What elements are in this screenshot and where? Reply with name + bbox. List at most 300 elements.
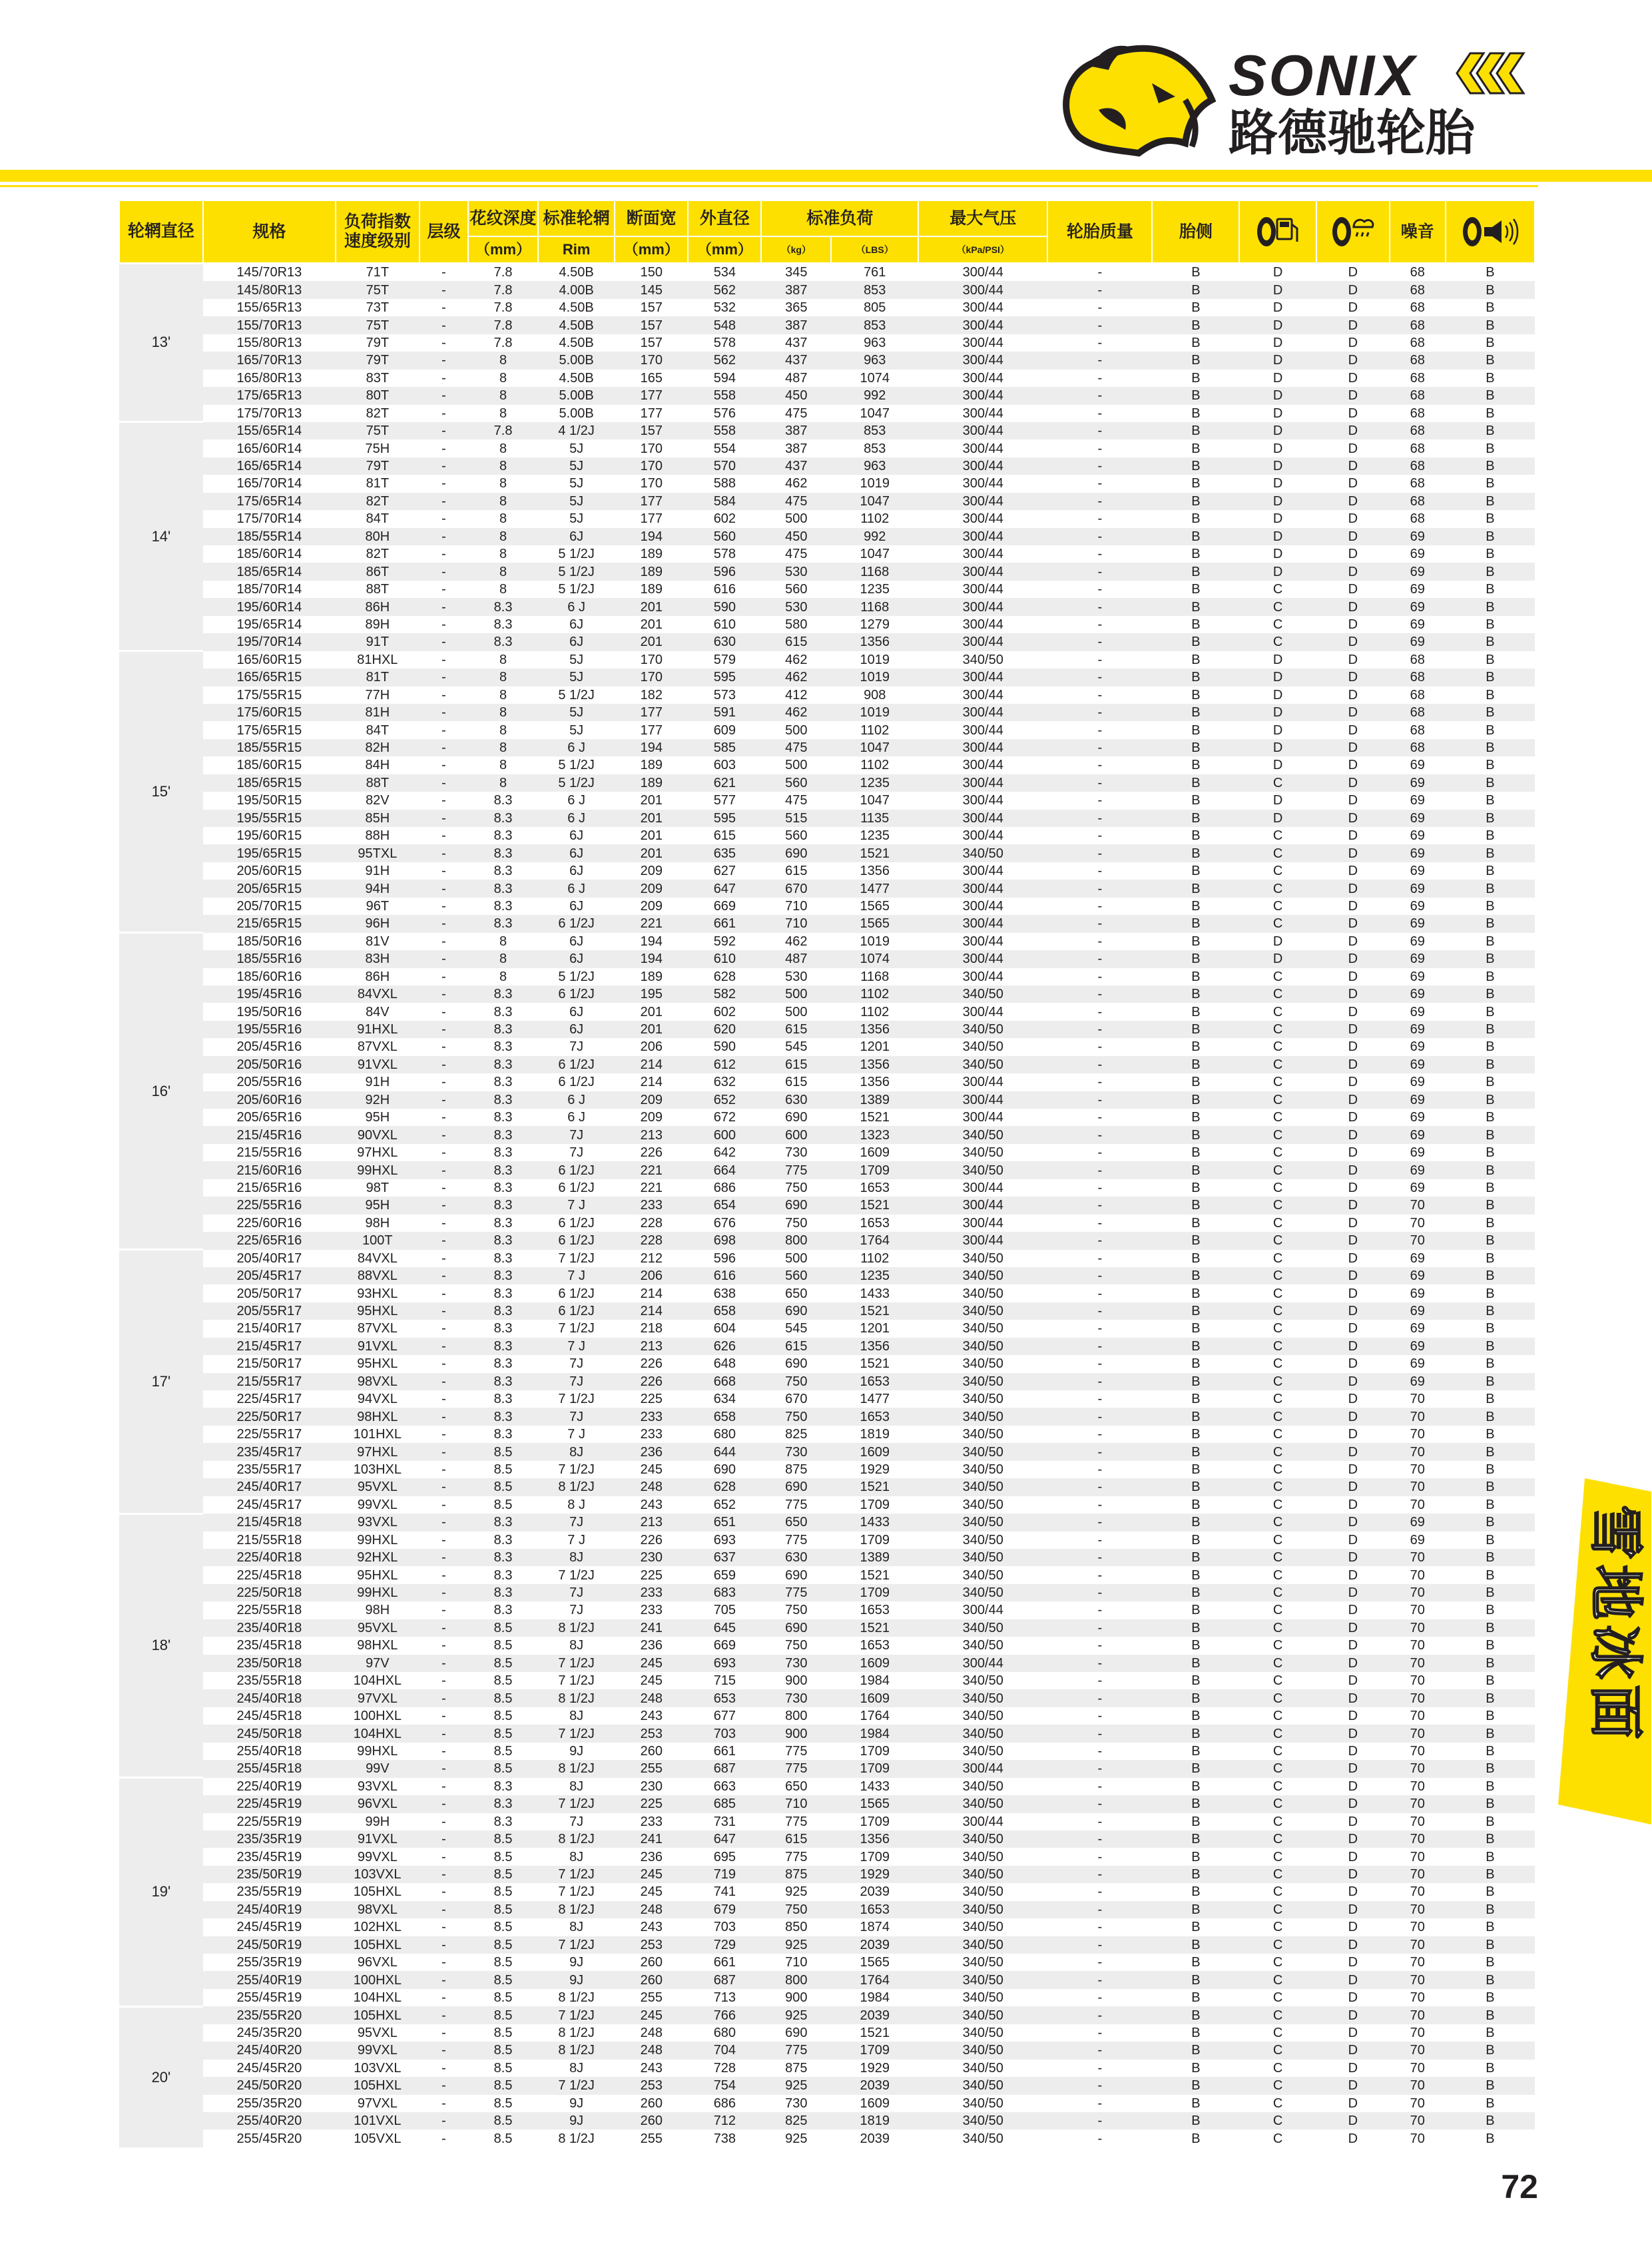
cell-tread-depth: 8.5 (468, 2112, 538, 2129)
cell-ply: - (419, 1655, 468, 1672)
cell-load-lbs: 1235 (831, 827, 918, 844)
cell-load-kg: 730 (761, 1144, 831, 1161)
cell-ply: - (419, 704, 468, 721)
cell-size: 185/65R14 (203, 563, 336, 580)
cell-rim: 6J (538, 1021, 615, 1038)
cell-tire-quality: - (1047, 1778, 1152, 1795)
cell-rim: 8J (538, 1443, 615, 1460)
cell-wet-class: D (1316, 1267, 1390, 1284)
cell-max-pressure: 340/50 (918, 1390, 1047, 1408)
cell-size: 205/65R16 (203, 1109, 336, 1126)
cell-load-kg: 850 (761, 1918, 831, 1936)
cell-fuel-class: D (1239, 387, 1316, 404)
cell-size: 215/45R16 (203, 1126, 336, 1143)
cell-load-kg: 775 (761, 1813, 831, 1830)
cell-size: 215/55R17 (203, 1373, 336, 1390)
cell-ply: - (419, 774, 468, 792)
cell-load-kg: 560 (761, 1267, 831, 1284)
table-row (119, 387, 1535, 404)
cell-overall-diameter: 713 (688, 1989, 761, 2006)
cell-load-speed: 82T (336, 493, 419, 510)
cell-tire-quality: - (1047, 1883, 1152, 1900)
cell-tire-quality: - (1047, 1496, 1152, 1514)
table-row (119, 2095, 1535, 2112)
cell-tire-quality: - (1047, 756, 1152, 774)
cell-load-lbs: 1929 (831, 1461, 918, 1478)
cell-load-speed: 97HXL (336, 1144, 419, 1161)
cell-section-width: 221 (615, 915, 688, 932)
cell-load-kg: 900 (761, 1725, 831, 1742)
cell-fuel-class: C (1239, 1936, 1316, 1954)
cell-load-speed: 77H (336, 687, 419, 704)
cell-section-width: 260 (615, 2095, 688, 2112)
cell-wet-class: D (1316, 1302, 1390, 1320)
cell-wet-class: D (1316, 1954, 1390, 1971)
cell-fuel-class: C (1239, 1918, 1316, 1936)
cell-load-lbs: 1047 (831, 739, 918, 756)
cell-ply: - (419, 1232, 468, 1249)
cell-noise-class: B (1446, 933, 1535, 950)
cell-section-width: 248 (615, 2042, 688, 2059)
cell-section-width: 209 (615, 1109, 688, 1126)
table-row (119, 1320, 1535, 1337)
cell-wet-class: D (1316, 1584, 1390, 1601)
cell-tire-quality: - (1047, 545, 1152, 563)
cell-wet-class: D (1316, 1760, 1390, 1777)
cell-ply: - (419, 1408, 468, 1425)
cell-tread-depth: 8.5 (468, 1830, 538, 1848)
cell-max-pressure: 300/44 (918, 510, 1047, 527)
cell-load-speed: 99V (336, 1760, 419, 1777)
cell-load-kg: 710 (761, 1954, 831, 1971)
cell-load-speed: 105HXL (336, 2006, 419, 2024)
cell-max-pressure: 340/50 (918, 1338, 1047, 1355)
cell-rim: 5 1/2J (538, 545, 615, 563)
cell-wet-class: D (1316, 687, 1390, 704)
cell-noise-db: 68 (1390, 439, 1446, 457)
cell-fuel-class: C (1239, 1760, 1316, 1777)
cell-load-lbs: 2039 (831, 1936, 918, 1954)
cell-overall-diameter: 590 (688, 1038, 761, 1055)
cell-section-width: 177 (615, 493, 688, 510)
cell-tread-depth: 8.3 (468, 1320, 538, 1337)
cell-max-pressure: 340/50 (918, 1056, 1047, 1073)
table-row (119, 439, 1535, 457)
cell-load-speed: 83H (336, 950, 419, 968)
cell-ply: - (419, 2024, 468, 2042)
cell-tread-depth: 8.3 (468, 1267, 538, 1284)
cell-load-kg: 412 (761, 687, 831, 704)
cell-section-width: 206 (615, 1267, 688, 1284)
cell-size: 205/60R16 (203, 1091, 336, 1109)
cell-rim: 8J (538, 1549, 615, 1566)
cell-overall-diameter: 595 (688, 810, 761, 827)
cell-noise-class: B (1446, 1637, 1535, 1654)
cell-fuel-class: C (1239, 1795, 1316, 1813)
cell-load-speed: 99HXL (336, 1743, 419, 1760)
cell-noise-db: 69 (1390, 633, 1446, 651)
cell-ply: - (419, 263, 468, 281)
table-row (119, 2060, 1535, 2077)
cell-tire-quality: - (1047, 1936, 1152, 1954)
cell-max-pressure: 300/44 (918, 774, 1047, 792)
cell-rim: 7 J (538, 1426, 615, 1443)
cell-tread-depth: 8.3 (468, 915, 538, 932)
cell-max-pressure: 340/50 (918, 1954, 1047, 1971)
cell-ply: - (419, 1601, 468, 1619)
cell-load-speed: 98VXL (336, 1373, 419, 1390)
cell-noise-class: B (1446, 1179, 1535, 1197)
cell-noise-db: 69 (1390, 950, 1446, 968)
cell-noise-db: 69 (1390, 827, 1446, 844)
cell-overall-diameter: 582 (688, 985, 761, 1003)
cell-noise-db: 69 (1390, 880, 1446, 897)
cell-noise-class: B (1446, 1390, 1535, 1408)
cell-max-pressure: 300/44 (918, 598, 1047, 615)
cell-load-speed: 91H (336, 862, 419, 880)
table-row (119, 1003, 1535, 1020)
cell-noise-db: 70 (1390, 1813, 1446, 1830)
cell-fuel-class: C (1239, 1601, 1316, 1619)
cell-overall-diameter: 715 (688, 1672, 761, 1689)
cell-sidewall: B (1152, 1672, 1239, 1689)
cell-ply: - (419, 2095, 468, 2112)
cell-overall-diameter: 695 (688, 1848, 761, 1865)
cell-max-pressure: 300/44 (918, 933, 1047, 950)
cell-fuel-class: C (1239, 616, 1316, 633)
cell-max-pressure: 300/44 (918, 810, 1047, 827)
cell-tire-quality: - (1047, 1161, 1152, 1179)
cell-tread-depth: 8.5 (468, 2095, 538, 2112)
cell-ply: - (419, 950, 468, 968)
cell-load-kg: 600 (761, 1126, 831, 1143)
cell-load-kg: 500 (761, 721, 831, 738)
cell-section-width: 201 (615, 810, 688, 827)
cell-overall-diameter: 659 (688, 1566, 761, 1583)
rim-diameter-cell: 17' (119, 1250, 203, 1514)
table-row (119, 1161, 1535, 1179)
cell-load-lbs: 853 (831, 281, 918, 298)
cell-ply: - (419, 1743, 468, 1760)
cell-noise-db: 68 (1390, 299, 1446, 316)
cell-size: 255/35R19 (203, 1954, 336, 1971)
cell-load-lbs: 1521 (831, 1619, 918, 1637)
cell-overall-diameter: 635 (688, 844, 761, 862)
cell-wet-class: D (1316, 792, 1390, 809)
cell-wet-class: D (1316, 352, 1390, 369)
cell-max-pressure: 340/50 (918, 1637, 1047, 1654)
cell-section-width: 245 (615, 1461, 688, 1478)
cell-sidewall: B (1152, 880, 1239, 897)
table-row (119, 334, 1535, 352)
cell-rim: 7J (538, 1601, 615, 1619)
cell-noise-class: B (1446, 862, 1535, 880)
table-row (119, 422, 1535, 439)
cell-fuel-class: C (1239, 1813, 1316, 1830)
cell-sidewall: B (1152, 616, 1239, 633)
cell-max-pressure: 300/44 (918, 387, 1047, 404)
cell-load-speed: 103VXL (336, 1866, 419, 1883)
cell-size: 185/65R15 (203, 774, 336, 792)
cell-noise-db: 70 (1390, 1655, 1446, 1672)
cell-wet-class: D (1316, 2095, 1390, 2112)
cell-size: 235/55R18 (203, 1672, 336, 1689)
cell-section-width: 243 (615, 1918, 688, 1936)
cell-fuel-class: C (1239, 1250, 1316, 1267)
cell-ply: - (419, 1566, 468, 1583)
cell-fuel-class: D (1239, 299, 1316, 316)
cell-fuel-class: C (1239, 2060, 1316, 2077)
cell-size: 205/45R17 (203, 1267, 336, 1284)
cell-noise-class: B (1446, 2060, 1535, 2077)
cell-overall-diameter: 679 (688, 1901, 761, 1918)
cell-size: 245/45R19 (203, 1918, 336, 1936)
cell-ply: - (419, 810, 468, 827)
cell-wet-class: D (1316, 950, 1390, 968)
col-sidewall: 胎侧 (1152, 200, 1239, 263)
cell-sidewall: B (1152, 1320, 1239, 1337)
cell-load-lbs: 1521 (831, 1478, 918, 1496)
cell-sidewall: B (1152, 1830, 1239, 1848)
cell-size: 225/55R16 (203, 1197, 336, 1214)
cell-tread-depth: 8.5 (468, 1848, 538, 1865)
table-row (119, 1830, 1535, 1848)
cell-size: 225/50R18 (203, 1584, 336, 1601)
cell-section-width: 209 (615, 1091, 688, 1109)
cell-noise-db: 68 (1390, 704, 1446, 721)
cell-max-pressure: 300/44 (918, 950, 1047, 968)
cell-tire-quality: - (1047, 1302, 1152, 1320)
cell-overall-diameter: 562 (688, 352, 761, 369)
cell-noise-class: B (1446, 1338, 1535, 1355)
cell-overall-diameter: 677 (688, 1707, 761, 1725)
cell-max-pressure: 340/50 (918, 1743, 1047, 1760)
table-row (119, 810, 1535, 827)
cell-fuel-class: C (1239, 1056, 1316, 1073)
cell-tire-quality: - (1047, 1830, 1152, 1848)
cell-tread-depth: 8 (468, 545, 538, 563)
cell-load-kg: 475 (761, 545, 831, 563)
cell-load-lbs: 1819 (831, 2112, 918, 2129)
cell-overall-diameter: 663 (688, 1778, 761, 1795)
cell-load-kg: 630 (761, 1549, 831, 1566)
cell-wet-class: D (1316, 862, 1390, 880)
cell-fuel-class: C (1239, 1144, 1316, 1161)
cell-noise-class: B (1446, 1038, 1535, 1055)
cell-fuel-class: C (1239, 1302, 1316, 1320)
cell-rim: 8J (538, 1918, 615, 1936)
cell-size: 225/45R19 (203, 1795, 336, 1813)
cell-sidewall: B (1152, 1725, 1239, 1742)
cell-noise-class: B (1446, 1215, 1535, 1232)
cell-wet-class: D (1316, 2112, 1390, 2129)
cell-section-width: 221 (615, 1161, 688, 1179)
cell-overall-diameter: 754 (688, 2077, 761, 2094)
cell-max-pressure: 300/44 (918, 581, 1047, 598)
cell-size: 165/70R14 (203, 475, 336, 492)
cell-noise-class: B (1446, 439, 1535, 457)
cell-fuel-class: C (1239, 1883, 1316, 1900)
cell-max-pressure: 300/44 (918, 370, 1047, 387)
cell-section-width: 255 (615, 2129, 688, 2147)
cell-sidewall: B (1152, 687, 1239, 704)
cell-size: 165/65R14 (203, 457, 336, 475)
cell-tire-quality: - (1047, 687, 1152, 704)
cell-section-width: 145 (615, 281, 688, 298)
cell-overall-diameter: 600 (688, 1126, 761, 1143)
cell-load-lbs: 1609 (831, 1443, 918, 1460)
cell-load-lbs: 1102 (831, 1003, 918, 1020)
cell-load-kg: 462 (761, 475, 831, 492)
cell-rim: 8 1/2J (538, 1901, 615, 1918)
table-row (119, 1918, 1535, 1936)
cell-tread-depth: 8 (468, 756, 538, 774)
cell-rim: 6 J (538, 739, 615, 756)
cell-size: 195/55R15 (203, 810, 336, 827)
cell-tread-depth: 8.3 (468, 1284, 538, 1302)
cell-overall-diameter: 577 (688, 792, 761, 809)
cell-load-kg: 750 (761, 1637, 831, 1654)
cell-max-pressure: 340/50 (918, 1936, 1047, 1954)
cell-noise-class: B (1446, 1619, 1535, 1637)
cell-load-kg: 900 (761, 1672, 831, 1689)
cell-wet-class: D (1316, 2129, 1390, 2147)
cell-section-width: 157 (615, 299, 688, 316)
cell-noise-db: 70 (1390, 1989, 1446, 2006)
cell-tire-quality: - (1047, 1197, 1152, 1214)
cell-load-kg: 750 (761, 1901, 831, 1918)
cell-tire-quality: - (1047, 581, 1152, 598)
cell-section-width: 236 (615, 1443, 688, 1460)
table-row (119, 1725, 1535, 1742)
cell-section-width: 248 (615, 1689, 688, 1707)
cell-tire-quality: - (1047, 1355, 1152, 1372)
cell-noise-class: B (1446, 1848, 1535, 1865)
cell-wet-class: D (1316, 651, 1390, 669)
cell-section-width: 177 (615, 721, 688, 738)
cell-overall-diameter: 621 (688, 774, 761, 792)
cell-tread-depth: 8.3 (468, 1179, 538, 1197)
cell-overall-diameter: 685 (688, 1795, 761, 1813)
cell-rim: 4 1/2J (538, 422, 615, 439)
table-row (119, 1338, 1535, 1355)
cell-load-kg: 925 (761, 1936, 831, 1954)
cell-fuel-class: C (1239, 1655, 1316, 1672)
cell-tire-quality: - (1047, 1390, 1152, 1408)
cell-size: 155/65R13 (203, 299, 336, 316)
cell-size: 165/70R13 (203, 352, 336, 369)
cell-max-pressure: 340/50 (918, 1514, 1047, 1531)
cell-noise-db: 69 (1390, 1355, 1446, 1372)
cell-size: 245/40R19 (203, 1901, 336, 1918)
cell-max-pressure: 340/50 (918, 1795, 1047, 1813)
table-row (119, 616, 1535, 633)
cell-load-lbs: 853 (831, 422, 918, 439)
cell-tire-quality: - (1047, 1021, 1152, 1038)
cell-tread-depth: 8 (468, 352, 538, 369)
cell-max-pressure: 340/50 (918, 1707, 1047, 1725)
cell-sidewall: B (1152, 1601, 1239, 1619)
cell-overall-diameter: 698 (688, 1232, 761, 1249)
cell-max-pressure: 340/50 (918, 1284, 1047, 1302)
brand-chinese-name: 路德驰轮胎 (1229, 105, 1475, 156)
cell-max-pressure: 340/50 (918, 2095, 1047, 2112)
cell-section-width: 243 (615, 2060, 688, 2077)
table-row (119, 844, 1535, 862)
cell-section-width: 243 (615, 1496, 688, 1514)
cell-load-speed: 94H (336, 880, 419, 897)
cell-size: 255/45R19 (203, 1989, 336, 2006)
cell-noise-db: 69 (1390, 862, 1446, 880)
cell-section-width: 201 (615, 616, 688, 633)
cell-size: 215/45R18 (203, 1514, 336, 1531)
cell-tire-quality: - (1047, 1743, 1152, 1760)
cell-fuel-class: C (1239, 1426, 1316, 1443)
cell-fuel-class: D (1239, 422, 1316, 439)
noise-class-icon (1460, 215, 1520, 248)
cell-load-speed: 101HXL (336, 1426, 419, 1443)
cell-noise-db: 70 (1390, 1830, 1446, 1848)
cell-section-width: 209 (615, 898, 688, 915)
cell-rim: 6 1/2J (538, 985, 615, 1003)
cell-noise-db: 69 (1390, 1179, 1446, 1197)
col-noise: 噪音 (1390, 200, 1446, 263)
cell-section-width: 253 (615, 1936, 688, 1954)
cell-noise-class: B (1446, 651, 1535, 669)
cell-sidewall: B (1152, 405, 1239, 422)
cell-wet-class: D (1316, 563, 1390, 580)
cell-tread-depth: 8.3 (468, 1566, 538, 1583)
cell-size: 245/35R20 (203, 2024, 336, 2042)
cell-load-speed: 89H (336, 616, 419, 633)
cell-sidewall: B (1152, 387, 1239, 404)
cell-wet-class: D (1316, 1144, 1390, 1161)
cell-wet-class: D (1316, 1778, 1390, 1795)
cell-tire-quality: - (1047, 1426, 1152, 1443)
table-row (119, 299, 1535, 316)
cell-tread-depth: 8 (468, 669, 538, 686)
cell-wet-class: D (1316, 915, 1390, 932)
cell-tire-quality: - (1047, 1601, 1152, 1619)
cell-noise-class: B (1446, 405, 1535, 422)
cell-rim: 6 J (538, 1109, 615, 1126)
cell-section-width: 157 (615, 422, 688, 439)
cell-section-width: 228 (615, 1215, 688, 1232)
cell-size: 215/65R15 (203, 915, 336, 932)
cell-load-kg: 730 (761, 1443, 831, 1460)
cell-load-speed: 82H (336, 739, 419, 756)
cell-noise-class: B (1446, 1760, 1535, 1777)
cell-tread-depth: 8.3 (468, 1355, 538, 1372)
cell-fuel-class: C (1239, 1989, 1316, 2006)
table-row (119, 1514, 1535, 1531)
cell-noise-class: B (1446, 1918, 1535, 1936)
cell-overall-diameter: 615 (688, 827, 761, 844)
cell-rim: 6J (538, 633, 615, 651)
cell-sidewall: B (1152, 1795, 1239, 1813)
cell-section-width: 212 (615, 1250, 688, 1267)
cell-ply: - (419, 1971, 468, 1988)
cell-sidewall: B (1152, 968, 1239, 985)
cell-section-width: 236 (615, 1637, 688, 1654)
cell-sidewall: B (1152, 598, 1239, 615)
cell-max-pressure: 340/50 (918, 1672, 1047, 1689)
cell-sidewall: B (1152, 493, 1239, 510)
cell-rim: 6 1/2J (538, 1302, 615, 1320)
cell-max-pressure: 340/50 (918, 2112, 1047, 2129)
cell-wet-class: D (1316, 1601, 1390, 1619)
cell-noise-class: B (1446, 370, 1535, 387)
